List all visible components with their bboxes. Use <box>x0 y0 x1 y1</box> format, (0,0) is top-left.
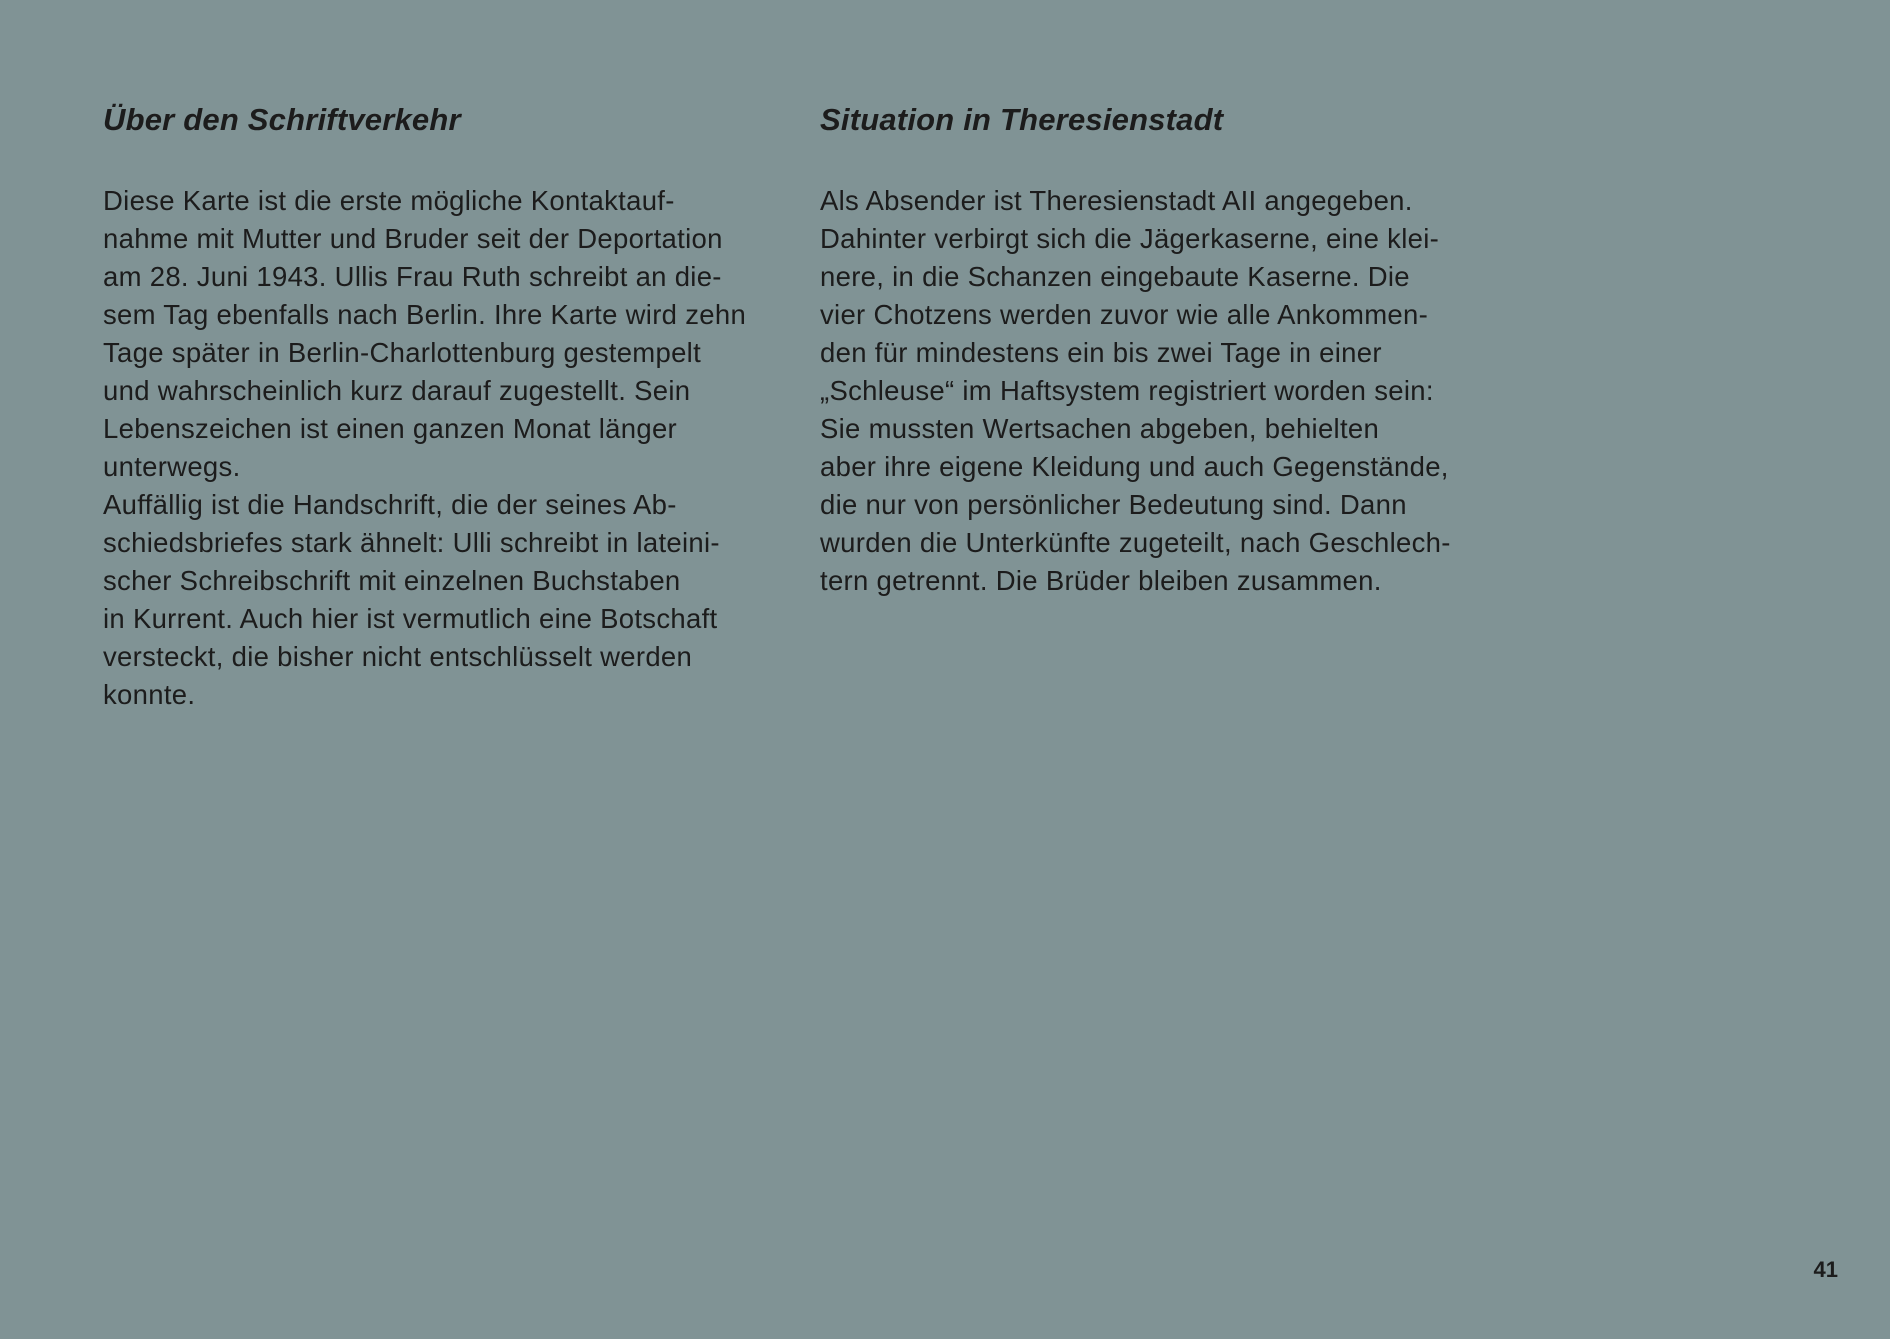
text-line: die nur von persönlicher Bedeutung sind. Dann <box>820 489 1407 520</box>
text-line: in Kurrent. Auch hier ist vermutlich eine Botschaft <box>103 603 718 634</box>
left-body-text <box>103 182 803 714</box>
page-number: 41 <box>1813 1257 1838 1282</box>
text-line: Diese Karte ist die erste mögliche Kontaktauf- <box>103 185 675 216</box>
text-line: Auffällig ist die Handschrift, die der seines Ab- <box>103 489 677 520</box>
text-line: scher Schreibschrift mit einzelnen Buchstaben <box>103 565 681 596</box>
text-line: wurden die Unterkünfte zugeteilt, nach Geschlech- <box>820 527 1451 558</box>
text-line: nere, in die Schanzen eingebaute Kaserne. Die <box>820 261 1410 292</box>
right-body-text <box>820 182 1520 600</box>
right-heading: Situation in Theresienstadt <box>820 102 1224 137</box>
text-line: tern getrennt. Die Brüder bleiben zusammen. <box>820 565 1382 596</box>
text-line: nahme mit Mutter und Bruder seit der Deportation <box>103 223 723 254</box>
left-heading: Über den Schriftverkehr <box>103 102 461 137</box>
text-line: Dahinter verbirgt sich die Jägerkaserne, eine klei- <box>820 223 1440 254</box>
text-line: unterwegs. <box>103 451 241 482</box>
text-line: Sie mussten Wertsachen abgeben, behielten <box>820 413 1380 444</box>
text-line: Tage später in Berlin-Charlottenburg gestempelt <box>103 337 702 368</box>
text-line: aber ihre eigene Kleidung und auch Gegenstände, <box>820 451 1449 482</box>
text-line: Lebenszeichen ist einen ganzen Monat länger <box>103 413 677 444</box>
text-line: vier Chotzens werden zuvor wie alle Ankommen- <box>820 299 1429 330</box>
text-line: „Schleuse“ im Haftsystem registriert worden sein: <box>820 375 1434 406</box>
text-line: Als Absender ist Theresienstadt AII angegeben. <box>820 185 1413 216</box>
text-line: schiedsbriefes stark ähnelt: Ulli schreibt in lateini- <box>103 527 720 558</box>
text-line: und wahrscheinlich kurz darauf zugestellt. Sein <box>103 375 691 406</box>
text-line: konnte. <box>103 679 196 710</box>
text-line: versteckt, die bisher nicht entschlüsselt werden <box>103 641 693 672</box>
text-line: am 28. Juni 1943. Ullis Frau Ruth schreibt an die- <box>103 261 722 292</box>
left-column <box>103 100 803 714</box>
right-column <box>820 100 1520 600</box>
text-line: sem Tag ebenfalls nach Berlin. Ihre Karte wird zehn <box>103 299 747 330</box>
text-line: den für mindestens ein bis zwei Tage in einer <box>820 337 1382 368</box>
